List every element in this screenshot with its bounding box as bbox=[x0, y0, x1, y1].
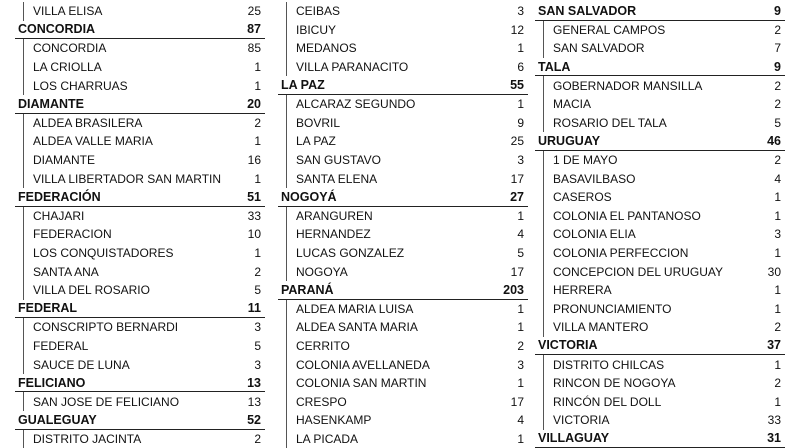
department-total: 52 bbox=[247, 413, 261, 427]
city-name: ALCARAZ SEGUNDO bbox=[296, 97, 415, 111]
department-name: FEDERAL bbox=[18, 301, 77, 315]
city-row bbox=[287, 300, 528, 319]
department-total: 55 bbox=[510, 78, 524, 92]
city-count: 12 bbox=[511, 23, 524, 37]
city-count: 5 bbox=[254, 339, 261, 353]
city-name: CONCEPCION DEL URUGUAY bbox=[553, 265, 723, 279]
city-count: 2 bbox=[254, 116, 261, 130]
department-total: 46 bbox=[767, 134, 781, 148]
department-name: VILLAGUAY bbox=[538, 431, 609, 445]
department-row bbox=[535, 58, 785, 77]
city-name: DISTRITO JACINTA bbox=[33, 432, 141, 446]
department-name: LA PAZ bbox=[281, 78, 325, 92]
city-group bbox=[23, 207, 265, 300]
department-row bbox=[15, 188, 265, 207]
city-group bbox=[286, 300, 528, 448]
city-count: 33 bbox=[248, 209, 261, 223]
department-total: 27 bbox=[510, 190, 524, 204]
department-total: 203 bbox=[503, 283, 524, 297]
city-row bbox=[287, 225, 528, 244]
city-name: VILLA LIBERTADOR SAN MARTIN bbox=[33, 172, 221, 186]
city-name: COLONIA ELIA bbox=[553, 227, 636, 241]
department-row bbox=[535, 430, 785, 448]
city-name: VICTORIA bbox=[553, 413, 609, 427]
city-name: SAUCE DE LUNA bbox=[33, 358, 130, 372]
city-name: COLONIA AVELLANEDA bbox=[296, 358, 430, 372]
city-row bbox=[24, 262, 265, 281]
city-name: GENERAL CAMPOS bbox=[553, 23, 665, 37]
city-name: SAN SALVADOR bbox=[553, 41, 645, 55]
city-name: HERNANDEZ bbox=[296, 227, 371, 241]
department-total: 31 bbox=[767, 431, 781, 445]
city-row bbox=[544, 76, 785, 95]
city-name: MEDANOS bbox=[296, 41, 357, 55]
city-name: DISTRITO CHILCAS bbox=[553, 358, 664, 372]
city-group bbox=[23, 318, 265, 374]
city-row bbox=[24, 337, 265, 356]
city-row bbox=[287, 392, 528, 411]
department-name: PARANÁ bbox=[281, 283, 334, 297]
city-count: 1 bbox=[774, 190, 781, 204]
city-row bbox=[287, 318, 528, 337]
city-name: SANTA ANA bbox=[33, 265, 99, 279]
city-row bbox=[287, 355, 528, 374]
city-name: ALDEA VALLE MARIA bbox=[33, 134, 153, 148]
city-count: 3 bbox=[774, 227, 781, 241]
city-count: 2 bbox=[774, 320, 781, 334]
city-row bbox=[544, 207, 785, 226]
city-row bbox=[24, 169, 265, 188]
city-row bbox=[544, 39, 785, 58]
city-group bbox=[286, 95, 528, 188]
department-row bbox=[535, 337, 785, 356]
city-row bbox=[24, 281, 265, 300]
city-name: HASENKAMP bbox=[296, 413, 371, 427]
city-count: 3 bbox=[517, 4, 524, 18]
city-count: 1 bbox=[517, 432, 524, 446]
city-row bbox=[287, 95, 528, 114]
department-row bbox=[15, 411, 265, 430]
city-name: CASEROS bbox=[553, 190, 612, 204]
city-group bbox=[23, 392, 265, 411]
city-name: FEDERACION bbox=[33, 227, 112, 241]
city-count: 2 bbox=[774, 97, 781, 111]
department-total: 9 bbox=[774, 60, 781, 74]
city-name: RINCON DE NOGOYA bbox=[553, 376, 675, 390]
city-group bbox=[543, 355, 785, 429]
city-count: 3 bbox=[254, 358, 261, 372]
city-name: SANTA ELENA bbox=[296, 172, 377, 186]
city-name: IBICUY bbox=[296, 23, 336, 37]
city-name: COLONIA EL PANTANOSO bbox=[553, 209, 701, 223]
city-row bbox=[24, 2, 265, 21]
department-name: TALA bbox=[538, 60, 570, 74]
city-row bbox=[544, 411, 785, 430]
department-name: NOGOYÁ bbox=[281, 190, 337, 204]
city-count: 2 bbox=[254, 432, 261, 446]
city-name: GOBERNADOR MANSILLA bbox=[553, 79, 702, 93]
city-row bbox=[544, 225, 785, 244]
department-name: GUALEGUAY bbox=[18, 413, 97, 427]
city-count: 2 bbox=[254, 265, 261, 279]
city-name: ALDEA MARIA LUISA bbox=[296, 302, 413, 316]
city-row bbox=[24, 76, 265, 95]
city-count: 1 bbox=[774, 283, 781, 297]
department-name: CONCORDIA bbox=[18, 22, 95, 36]
city-count: 1 bbox=[517, 97, 524, 111]
city-count: 1 bbox=[254, 172, 261, 186]
city-count: 13 bbox=[248, 395, 261, 409]
city-name: BOVRIL bbox=[296, 116, 340, 130]
department-row bbox=[15, 21, 265, 40]
department-row bbox=[278, 188, 528, 207]
city-row bbox=[287, 207, 528, 226]
city-name: VILLA DEL ROSARIO bbox=[33, 283, 150, 297]
city-row bbox=[24, 39, 265, 58]
city-count: 1 bbox=[254, 79, 261, 93]
city-count: 1 bbox=[774, 246, 781, 260]
city-count: 2 bbox=[774, 153, 781, 167]
city-name: RINCÓN DEL DOLL bbox=[553, 395, 661, 409]
department-row bbox=[278, 281, 528, 300]
department-total: 9 bbox=[774, 4, 781, 18]
city-row bbox=[24, 114, 265, 133]
city-count: 4 bbox=[517, 227, 524, 241]
city-name: LA PICADA bbox=[296, 432, 358, 446]
department-row bbox=[535, 2, 785, 21]
city-name: COLONIA PERFECCION bbox=[553, 246, 688, 260]
city-count: 1 bbox=[774, 209, 781, 223]
city-count: 30 bbox=[768, 265, 781, 279]
city-count: 1 bbox=[517, 302, 524, 316]
city-name: VILLA ELISA bbox=[33, 4, 102, 18]
city-count: 25 bbox=[511, 134, 524, 148]
city-count: 2 bbox=[774, 23, 781, 37]
city-name: COLONIA SAN MARTIN bbox=[296, 376, 426, 390]
city-row bbox=[24, 151, 265, 170]
city-count: 6 bbox=[517, 60, 524, 74]
department-name: SAN SALVADOR bbox=[538, 4, 636, 18]
city-row bbox=[24, 355, 265, 374]
city-row bbox=[544, 300, 785, 319]
city-name: ALDEA BRASILERA bbox=[33, 116, 142, 130]
city-name: ROSARIO DEL TALA bbox=[553, 116, 667, 130]
city-row bbox=[287, 21, 528, 40]
city-group bbox=[23, 430, 265, 448]
city-count: 1 bbox=[254, 60, 261, 74]
city-group bbox=[23, 39, 265, 95]
city-name: MACIA bbox=[553, 97, 591, 111]
city-count: 1 bbox=[254, 134, 261, 148]
city-group bbox=[286, 207, 528, 281]
city-count: 16 bbox=[248, 153, 261, 167]
city-row bbox=[287, 58, 528, 77]
department-name: URUGUAY bbox=[538, 134, 600, 148]
city-count: 5 bbox=[254, 283, 261, 297]
department-total: 51 bbox=[247, 190, 261, 204]
city-row bbox=[24, 225, 265, 244]
city-count: 1 bbox=[774, 302, 781, 316]
city-count: 1 bbox=[517, 376, 524, 390]
city-count: 2 bbox=[517, 339, 524, 353]
department-row bbox=[15, 95, 265, 114]
city-count: 9 bbox=[517, 116, 524, 130]
city-count: 17 bbox=[511, 172, 524, 186]
department-total: 87 bbox=[247, 22, 261, 36]
city-row bbox=[287, 262, 528, 281]
city-row bbox=[24, 430, 265, 448]
city-row bbox=[287, 244, 528, 263]
city-row bbox=[287, 132, 528, 151]
city-name: CRESPO bbox=[296, 395, 347, 409]
city-row bbox=[544, 151, 785, 170]
city-row bbox=[287, 151, 528, 170]
city-name: NOGOYA bbox=[296, 265, 348, 279]
city-row bbox=[287, 114, 528, 133]
department-row bbox=[535, 132, 785, 151]
department-row bbox=[278, 76, 528, 95]
city-group bbox=[23, 2, 265, 21]
department-name: FELICIANO bbox=[18, 376, 85, 390]
city-row bbox=[24, 132, 265, 151]
city-row bbox=[287, 2, 528, 21]
city-row bbox=[544, 281, 785, 300]
city-row bbox=[544, 114, 785, 133]
department-total: 20 bbox=[247, 97, 261, 111]
table-column-3 bbox=[535, 2, 785, 448]
city-count: 10 bbox=[248, 227, 261, 241]
city-count: 1 bbox=[517, 209, 524, 223]
city-count: 17 bbox=[511, 395, 524, 409]
city-name: LA CRIOLLA bbox=[33, 60, 102, 74]
city-count: 4 bbox=[774, 172, 781, 186]
city-row bbox=[287, 411, 528, 430]
city-row bbox=[544, 244, 785, 263]
city-count: 3 bbox=[517, 358, 524, 372]
city-name: 1 DE MAYO bbox=[553, 153, 617, 167]
city-name: DIAMANTE bbox=[33, 153, 95, 167]
city-name: CONCORDIA bbox=[33, 41, 106, 55]
city-row bbox=[544, 392, 785, 411]
city-count: 2 bbox=[774, 79, 781, 93]
department-name: VICTORIA bbox=[538, 338, 598, 352]
city-count: 5 bbox=[517, 246, 524, 260]
table-column-2 bbox=[278, 2, 528, 448]
city-group bbox=[543, 21, 785, 58]
city-row bbox=[544, 355, 785, 374]
city-name: LA PAZ bbox=[296, 134, 336, 148]
department-row bbox=[15, 374, 265, 393]
city-group bbox=[23, 114, 265, 188]
city-group bbox=[543, 76, 785, 132]
city-count: 5 bbox=[774, 116, 781, 130]
city-count: 25 bbox=[248, 4, 261, 18]
city-row bbox=[287, 39, 528, 58]
city-count: 1 bbox=[517, 41, 524, 55]
city-count: 85 bbox=[248, 41, 261, 55]
city-name: HERRERA bbox=[553, 283, 612, 297]
city-name: ALDEA SANTA MARIA bbox=[296, 320, 418, 334]
city-name: CONSCRIPTO BERNARDI bbox=[33, 320, 178, 334]
city-name: CEIBAS bbox=[296, 4, 340, 18]
city-row bbox=[287, 430, 528, 448]
city-name: FEDERAL bbox=[33, 339, 88, 353]
city-count: 1 bbox=[517, 320, 524, 334]
city-name: BASAVILBASO bbox=[553, 172, 635, 186]
department-total: 37 bbox=[767, 338, 781, 352]
city-count: 17 bbox=[511, 265, 524, 279]
city-name: VILLA PARANACITO bbox=[296, 60, 408, 74]
city-name: LUCAS GONZALEZ bbox=[296, 246, 404, 260]
department-total: 11 bbox=[248, 301, 261, 315]
department-row bbox=[15, 300, 265, 319]
city-row bbox=[544, 374, 785, 393]
city-count: 3 bbox=[254, 320, 261, 334]
city-count: 4 bbox=[517, 413, 524, 427]
city-name: CERRITO bbox=[296, 339, 350, 353]
city-name: SAN JOSE DE FELICIANO bbox=[33, 395, 179, 409]
city-count: 1 bbox=[254, 246, 261, 260]
city-row bbox=[24, 392, 265, 411]
city-row bbox=[287, 337, 528, 356]
city-count: 1 bbox=[774, 358, 781, 372]
city-row bbox=[24, 318, 265, 337]
department-total: 13 bbox=[247, 376, 261, 390]
city-row bbox=[24, 58, 265, 77]
city-row bbox=[287, 374, 528, 393]
city-row bbox=[544, 262, 785, 281]
city-name: VILLA MANTERO bbox=[553, 320, 648, 334]
city-row bbox=[24, 207, 265, 226]
city-row bbox=[287, 169, 528, 188]
city-group bbox=[543, 151, 785, 337]
city-group bbox=[286, 2, 528, 76]
city-name: LOS CONQUISTADORES bbox=[33, 246, 173, 260]
city-row bbox=[544, 95, 785, 114]
city-row bbox=[24, 244, 265, 263]
city-row bbox=[544, 188, 785, 207]
city-row bbox=[544, 318, 785, 337]
city-name: SAN GUSTAVO bbox=[296, 153, 381, 167]
city-name: LOS CHARRUAS bbox=[33, 79, 128, 93]
city-count: 33 bbox=[768, 413, 781, 427]
city-name: CHAJARI bbox=[33, 209, 84, 223]
city-count: 1 bbox=[774, 395, 781, 409]
city-count: 3 bbox=[517, 153, 524, 167]
city-name: PRONUNCIAMIENTO bbox=[553, 302, 671, 316]
table-column-1 bbox=[15, 2, 265, 448]
city-count: 2 bbox=[774, 376, 781, 390]
department-name: FEDERACIÓN bbox=[18, 190, 101, 204]
city-count: 7 bbox=[774, 41, 781, 55]
city-row bbox=[544, 169, 785, 188]
city-name: ARANGUREN bbox=[296, 209, 373, 223]
city-row bbox=[544, 21, 785, 40]
department-name: DIAMANTE bbox=[18, 97, 84, 111]
